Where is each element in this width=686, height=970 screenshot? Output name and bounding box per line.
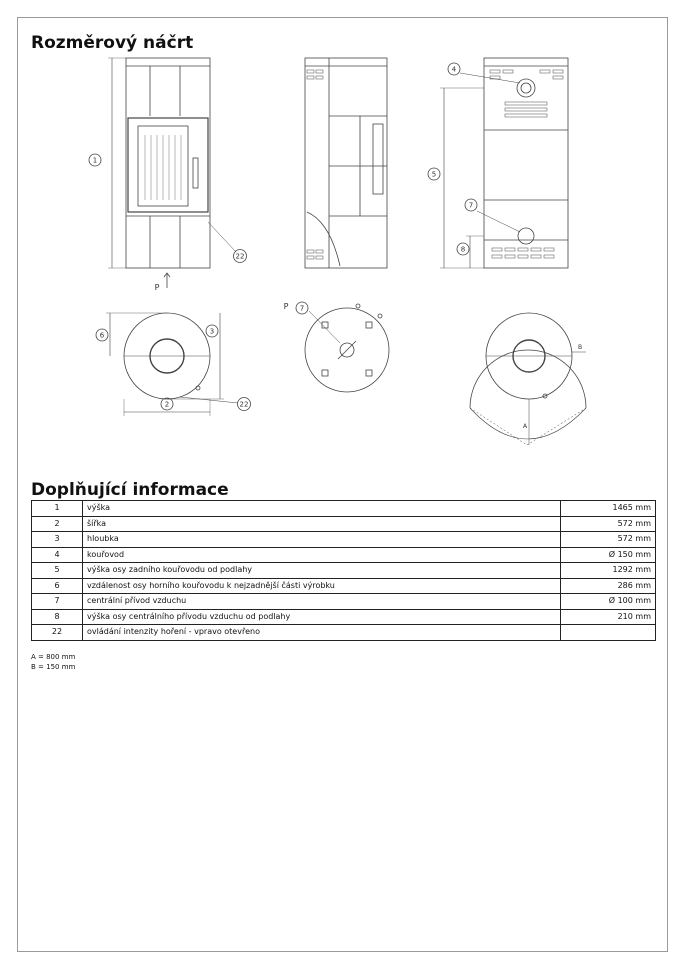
side-view xyxy=(305,58,387,268)
callout-b: B xyxy=(577,344,583,351)
row-number: 4 xyxy=(32,547,83,563)
callout-7-bottom: 7 xyxy=(299,304,305,313)
row-label: výška xyxy=(83,501,561,517)
callout-6: 6 xyxy=(99,331,105,340)
row-label: šířka xyxy=(83,516,561,532)
table-row xyxy=(32,501,656,517)
callout-4: 4 xyxy=(451,65,457,74)
callout-3: 3 xyxy=(209,327,215,336)
top-view-dimensions xyxy=(96,313,251,416)
table-row xyxy=(32,532,656,548)
row-number: 6 xyxy=(32,578,83,594)
callout-p: P xyxy=(154,283,160,292)
row-number: 3 xyxy=(32,532,83,548)
sketch-title: Rozměrový náčrt xyxy=(31,33,194,53)
callout-22-top: 22 xyxy=(239,400,249,409)
rear-view xyxy=(428,58,568,268)
note-a: A = 800 mm xyxy=(31,653,76,661)
row-value xyxy=(560,625,655,641)
row-label: výška osy centrálního přívodu vzduchu od podlahy xyxy=(83,609,561,625)
table-row xyxy=(32,578,656,594)
row-number: 22 xyxy=(32,625,83,641)
table-row xyxy=(32,609,656,625)
callout-2: 2 xyxy=(164,400,170,409)
row-number: 1 xyxy=(32,501,83,517)
row-number: 8 xyxy=(32,609,83,625)
callout-7: 7 xyxy=(468,201,474,210)
callout-1: 1 xyxy=(92,156,98,165)
row-value: 1292 mm xyxy=(560,563,655,579)
row-label: ovládání intenzity hoření - vpravo otevřeno xyxy=(83,625,561,641)
note-b: B = 150 mm xyxy=(31,663,76,671)
row-label: hloubka xyxy=(83,532,561,548)
callout-5: 5 xyxy=(431,170,437,179)
row-value: 210 mm xyxy=(560,609,655,625)
table-row xyxy=(32,625,656,641)
table-row xyxy=(32,594,656,610)
row-value: 286 mm xyxy=(560,578,655,594)
row-label: kouřovod xyxy=(83,547,561,563)
row-number: 5 xyxy=(32,563,83,579)
callout-a: A xyxy=(522,423,528,430)
row-label: výška osy zadního kouřovodu od podlahy xyxy=(83,563,561,579)
row-number: 2 xyxy=(32,516,83,532)
row-label: centrální přívod vzduchu xyxy=(83,594,561,610)
row-number: 7 xyxy=(32,594,83,610)
row-label: vzdálenost osy horního kouřovodu k nejzadnější části výrobku xyxy=(83,578,561,594)
callout-22: 22 xyxy=(235,252,245,261)
row-value: 1465 mm xyxy=(560,501,655,517)
callout-p-top: P xyxy=(283,302,289,311)
dimension-drawing xyxy=(0,0,686,470)
table-row xyxy=(32,563,656,579)
row-value: Ø 100 mm xyxy=(560,594,655,610)
table-row xyxy=(32,516,656,532)
info-title: Doplňující informace xyxy=(31,480,229,500)
front-view xyxy=(89,58,247,288)
callout-8: 8 xyxy=(460,245,466,254)
bottom-view xyxy=(296,302,389,392)
table-row xyxy=(32,547,656,563)
row-value: 572 mm xyxy=(560,516,655,532)
clearance-view xyxy=(470,313,586,445)
row-value: Ø 150 mm xyxy=(560,547,655,563)
info-table xyxy=(31,500,656,641)
row-value: 572 mm xyxy=(560,532,655,548)
